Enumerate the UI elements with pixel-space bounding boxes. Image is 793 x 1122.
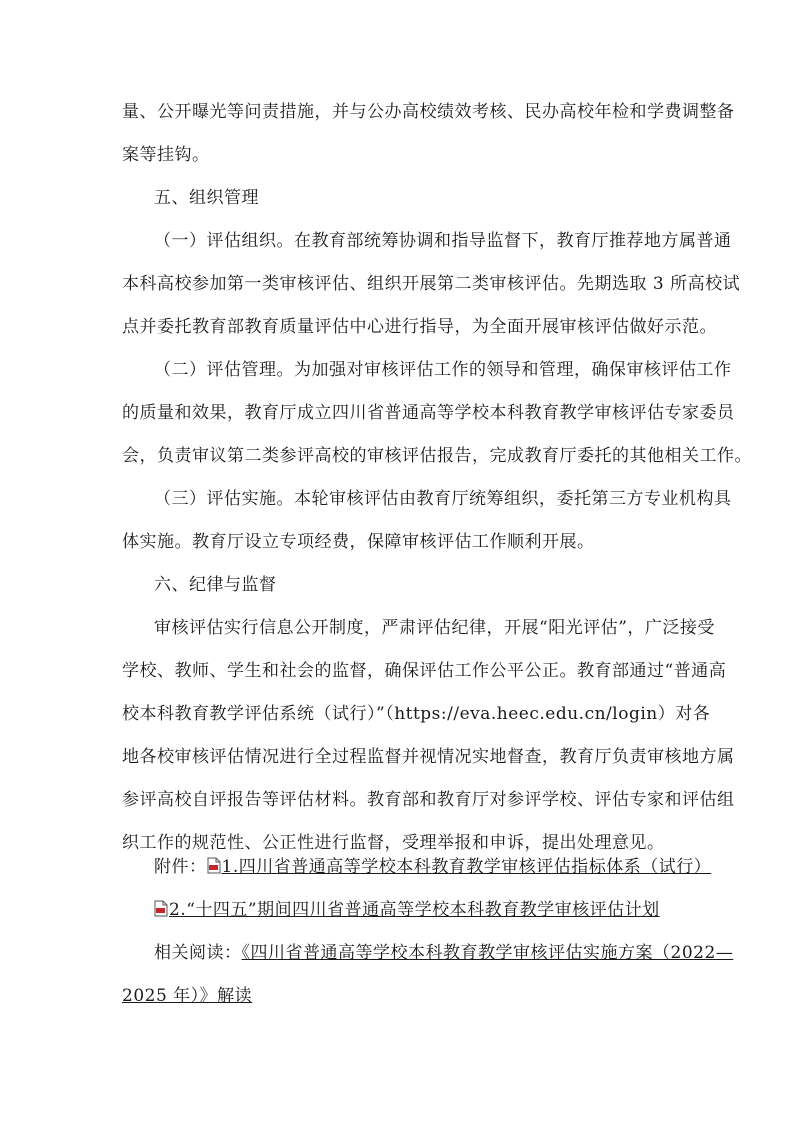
attachment-link-2[interactable]	[154, 900, 660, 920]
pdf-file-icon	[207, 857, 221, 874]
attachment-link-1-text: 1.四川省普通高等学校本科教育教学审核评估指标体系（试行）	[221, 857, 712, 877]
body-text-line: 本科高校参加第一类审核评估、组织开展第二类审核评估。先期选取 3 所高校试	[122, 274, 741, 294]
pdf-file-icon	[154, 900, 168, 917]
body-text-line: 地各校审核评估情况进行全过程监督并视情况实地督查，教育厅负责审核地方属	[122, 747, 735, 767]
attachment-link-1[interactable]	[207, 857, 712, 877]
related-reading-label: 相关阅读：	[154, 943, 242, 963]
body-text-line: 织工作的规范性、公正性进行监督，受理举报和申诉，提出处理意见。	[122, 833, 665, 853]
body-text-line: 的质量和效果，教育厅成立四川省普通高等学校本科教育教学审核评估专家委员	[122, 403, 735, 423]
related-reading-row	[154, 941, 733, 965]
related-reading-link[interactable]: 《四川省普通高等学校本科教育教学审核评估实施方案（2022—	[241, 943, 734, 963]
body-text-line: （三）评估实施。本轮审核评估由教育厅统筹组织，委托第三方专业机构具	[154, 489, 732, 509]
body-text-line: 审核评估实行信息公开制度，严肃评估纪律，开展“阳光评估”，广泛接受	[154, 618, 715, 638]
body-text-line: 点并委托教育部教育质量评估中心进行指导，为全面开展审核评估做好示范。	[122, 317, 717, 337]
body-text-line: 校本科教育教学评估系统（试行）”（https://eva.heec.edu.cn/login）对各	[122, 704, 711, 724]
attachments-label: 附件：	[154, 857, 207, 877]
body-text-line: 学校、教师、学生和社会的监督，确保评估工作公平公正。教育部通过“普通高	[122, 661, 727, 681]
body-text-line: 体实施。教育厅设立专项经费，保障审核评估工作顺利开展。	[122, 532, 595, 552]
attachment-row-1	[154, 855, 711, 879]
related-reading-link-cont[interactable]: 2025 年）》解读	[122, 986, 253, 1006]
body-text-line: 会，负责审议第二类参评高校的审核评估报告，完成教育厅委托的其他相关工作。	[122, 446, 752, 466]
attachment-link-2-text: 2.“十四五”期间四川省普通高等学校本科教育教学审核评估计划	[169, 900, 660, 920]
related-reading-row-2	[122, 984, 252, 1008]
attachment-row-2	[154, 898, 660, 922]
body-text-line: 参评高校自评报告等评估材料。教育部和教育厅对参评学校、评估专家和评估组	[122, 790, 735, 810]
body-text-line: （一）评估组织。在教育部统筹协调和指导监督下，教育厅推荐地方属普通	[154, 231, 732, 251]
section-heading: 六、纪律与监督	[154, 575, 277, 595]
body-text-line: 量、公开曝光等问责措施，并与公办高校绩效考核、民办高校年检和学费调整备	[122, 102, 735, 122]
section-heading: 五、组织管理	[154, 188, 259, 208]
body-text-line: （二）评估管理。为加强对审核评估工作的领导和管理，确保审核评估工作	[154, 360, 732, 380]
body-text-line: 案等挂钩。	[122, 145, 210, 165]
